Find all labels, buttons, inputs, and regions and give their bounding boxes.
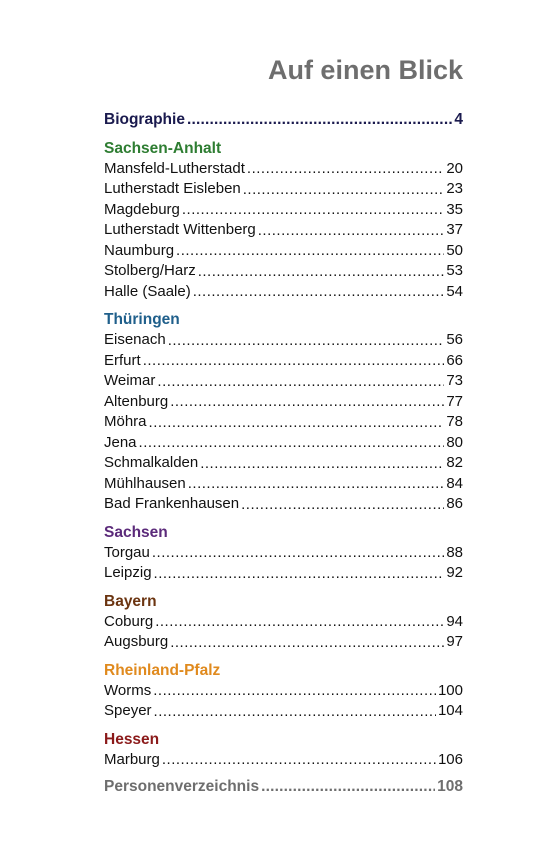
leader-dots bbox=[198, 261, 445, 282]
toc-entry-page: 77 bbox=[446, 392, 463, 410]
toc-entry[interactable] bbox=[104, 282, 463, 303]
toc-entry-biography[interactable] bbox=[104, 110, 463, 131]
toc-section bbox=[104, 522, 463, 584]
toc-entry[interactable] bbox=[104, 351, 463, 372]
toc-entry[interactable] bbox=[104, 701, 463, 722]
toc-entry-page: 94 bbox=[446, 612, 463, 630]
leader-dots bbox=[152, 543, 444, 564]
leader-dots bbox=[139, 433, 445, 454]
section-heading: Thüringen bbox=[104, 311, 180, 328]
toc-entry-page: 92 bbox=[446, 564, 463, 581]
toc-entry-label: Mühlhausen bbox=[104, 474, 186, 492]
toc-entry-page: 54 bbox=[446, 282, 463, 300]
toc-entry-page: 56 bbox=[446, 331, 463, 348]
section-heading: Sachsen bbox=[104, 523, 168, 541]
toc-sections bbox=[104, 138, 463, 771]
leader-dots bbox=[200, 453, 444, 474]
section-heading: Hessen bbox=[104, 730, 160, 748]
toc-entry-page: 4 bbox=[454, 111, 463, 128]
toc-section bbox=[104, 138, 463, 303]
toc-entry-label: Halle (Saale) bbox=[104, 282, 191, 300]
toc-section bbox=[104, 660, 463, 722]
toc-entry-label: Magdeburg bbox=[104, 200, 180, 218]
leader-dots bbox=[170, 392, 444, 413]
toc-entry-page: 88 bbox=[446, 543, 463, 561]
toc-entry-label: Augsburg bbox=[104, 633, 169, 650]
section-heading: Bayern bbox=[104, 592, 157, 610]
toc-entry-page: 80 bbox=[446, 433, 463, 451]
toc-entry[interactable] bbox=[104, 750, 463, 771]
toc-entry-label: Naumburg bbox=[104, 241, 175, 259]
toc-entry-page: 73 bbox=[446, 372, 463, 389]
toc-entry-label: Speyer bbox=[104, 702, 152, 719]
toc-entry-label: Biographie bbox=[104, 111, 185, 128]
toc-entry-label: Mansfeld-Lutherstadt bbox=[104, 159, 245, 177]
leader-dots bbox=[149, 412, 445, 433]
toc-entry-page: 53 bbox=[446, 262, 463, 279]
toc-entry[interactable] bbox=[104, 453, 463, 474]
toc-entry-label: Bad Frankenhausen bbox=[104, 495, 240, 512]
leader-dots bbox=[162, 750, 436, 771]
toc-entry[interactable] bbox=[104, 200, 463, 221]
toc-entry-page: 84 bbox=[446, 474, 463, 492]
toc-entry[interactable] bbox=[104, 612, 463, 633]
leader-dots bbox=[153, 681, 436, 702]
toc-entry-label: Marburg bbox=[104, 750, 160, 768]
toc-entry-label: Altenburg bbox=[104, 392, 169, 410]
table-of-contents bbox=[104, 110, 463, 798]
toc-entry-label: Jena bbox=[104, 433, 137, 451]
toc-entry-page: 66 bbox=[446, 351, 463, 369]
section-heading: Rheinland-Pfalz bbox=[104, 661, 221, 679]
leader-dots bbox=[157, 371, 444, 392]
leader-dots bbox=[143, 351, 445, 372]
leader-dots bbox=[168, 330, 445, 351]
toc-entry[interactable] bbox=[104, 494, 463, 515]
toc-entry-label: Erfurt bbox=[104, 351, 141, 369]
leader-dots bbox=[187, 110, 452, 131]
leader-dots bbox=[176, 241, 444, 262]
toc-entry-page: 20 bbox=[446, 159, 463, 177]
toc-entry-page: 100 bbox=[437, 681, 463, 699]
toc-entry-page: 106 bbox=[437, 750, 463, 768]
toc-entry[interactable] bbox=[104, 412, 463, 433]
toc-entry-label: Personenverzeichnis bbox=[104, 778, 260, 795]
toc-entry[interactable] bbox=[104, 220, 463, 241]
toc-section bbox=[104, 309, 463, 515]
toc-entry-page: 108 bbox=[437, 778, 463, 795]
leader-dots bbox=[188, 474, 445, 495]
toc-entry-label: Leipzig bbox=[104, 564, 152, 581]
toc-entry-label: Stolberg/Harz bbox=[104, 262, 196, 279]
toc-entry-label: Möhra bbox=[104, 413, 147, 430]
toc-entry-page: 23 bbox=[446, 180, 463, 197]
toc-entry-page: 97 bbox=[446, 633, 463, 650]
toc-entry-page: 78 bbox=[446, 413, 463, 430]
toc-entry-page: 82 bbox=[446, 454, 463, 471]
leader-dots bbox=[247, 159, 444, 180]
toc-entry[interactable] bbox=[104, 159, 463, 180]
section-heading: Sachsen-Anhalt bbox=[104, 139, 222, 157]
toc-entry-label: Schmalkalden bbox=[104, 454, 199, 471]
toc-entry-label: Weimar bbox=[104, 372, 156, 389]
toc-entry-page: 35 bbox=[446, 200, 463, 218]
leader-dots bbox=[261, 777, 435, 798]
toc-section bbox=[104, 729, 463, 771]
leader-dots bbox=[241, 494, 444, 515]
toc-entry-page: 50 bbox=[446, 241, 463, 259]
toc-entry[interactable] bbox=[104, 632, 463, 653]
toc-entry[interactable] bbox=[104, 371, 463, 392]
leader-dots bbox=[243, 179, 445, 200]
toc-entry-page: 104 bbox=[437, 702, 463, 719]
leader-dots bbox=[155, 612, 444, 633]
toc-entry[interactable] bbox=[104, 563, 463, 584]
toc-entry[interactable] bbox=[104, 392, 463, 413]
leader-dots bbox=[154, 701, 436, 722]
toc-section bbox=[104, 591, 463, 653]
toc-entry-label: Eisenach bbox=[104, 331, 166, 348]
toc-entry[interactable] bbox=[104, 261, 463, 282]
toc-entry-label: Worms bbox=[104, 681, 152, 699]
toc-entry-page: 86 bbox=[446, 495, 463, 512]
toc-entry[interactable] bbox=[104, 543, 463, 564]
toc-entry-label: Lutherstadt Eisleben bbox=[104, 180, 241, 197]
leader-dots bbox=[170, 632, 444, 653]
toc-entry-index[interactable] bbox=[104, 777, 463, 798]
toc-entry[interactable] bbox=[104, 179, 463, 200]
toc-entry[interactable] bbox=[104, 474, 463, 495]
toc-entry[interactable] bbox=[104, 681, 463, 702]
page-title: Auf einen Blick bbox=[267, 55, 463, 85]
toc-entry[interactable] bbox=[104, 330, 463, 351]
toc-entry-page: 37 bbox=[446, 221, 463, 238]
leader-dots bbox=[182, 200, 444, 221]
toc-entry[interactable] bbox=[104, 433, 463, 454]
leader-dots bbox=[258, 220, 445, 241]
toc-entry-label: Torgau bbox=[104, 543, 150, 561]
leader-dots bbox=[193, 282, 445, 303]
leader-dots bbox=[154, 563, 445, 584]
toc-entry-label: Coburg bbox=[104, 612, 154, 630]
toc-entry[interactable] bbox=[104, 241, 463, 262]
toc-entry-label: Lutherstadt Wittenberg bbox=[104, 221, 256, 238]
